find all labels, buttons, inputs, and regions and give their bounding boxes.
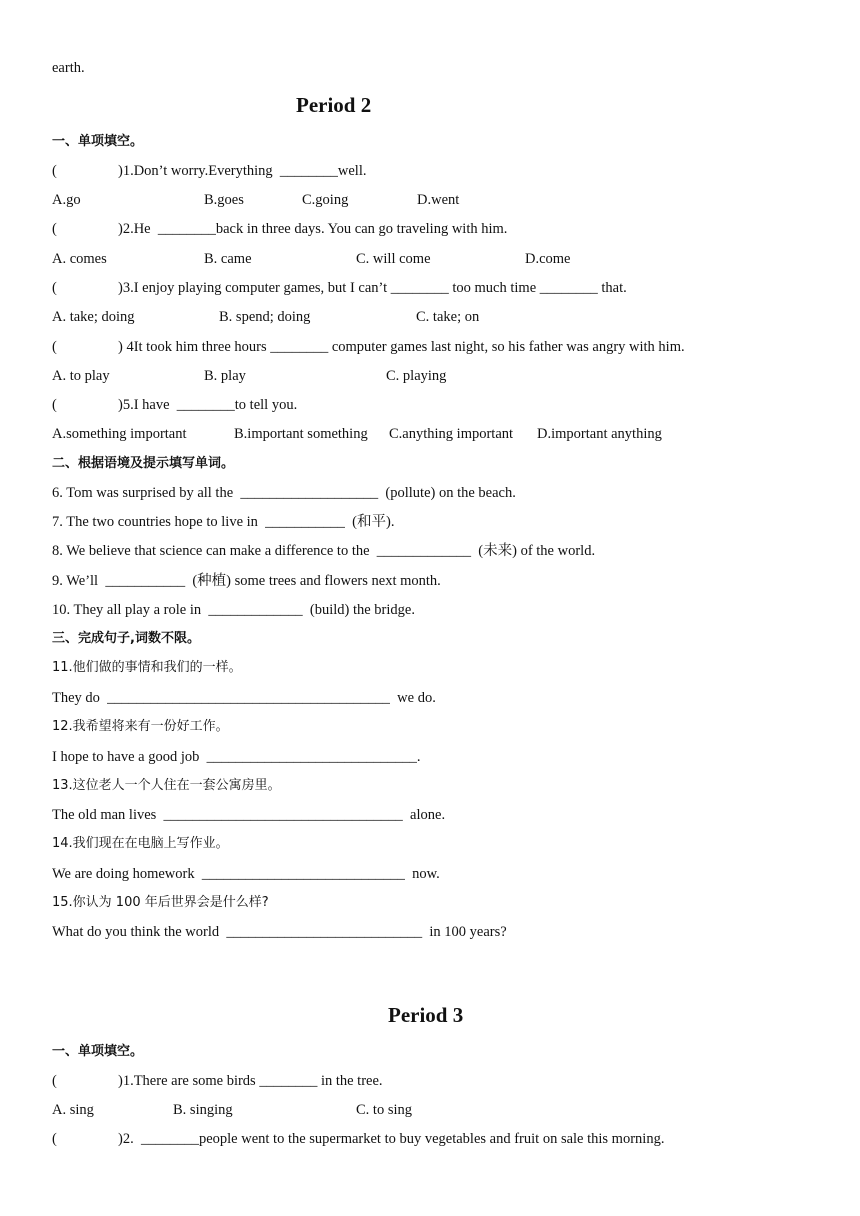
q4-option-a: A. to play xyxy=(52,368,110,384)
sentence-13-chinese: 13.这位老人一个人住在一套公寓房里。 xyxy=(52,778,281,793)
q2-stem: )2.He ________back in three days. You can go traveling with him. xyxy=(118,221,508,237)
q2-paren: ( xyxy=(52,221,57,237)
q1-option-a: A.go xyxy=(52,192,81,208)
fill-item-7: 7. The two countries hope to live in ___________ (和平). xyxy=(52,514,395,530)
sentence-15-english: What do you think the world ___________________________ in 100 years? xyxy=(52,924,507,940)
q3-stem: )3.I enjoy playing computer games, but I can’t ________ too much time ________ that. xyxy=(118,280,627,296)
q3-option-a: A. take; doing xyxy=(52,309,135,325)
q4-paren: ( xyxy=(52,339,57,355)
q1-option-d: D.went xyxy=(417,192,460,208)
p3-q2-stem: )2. ________people went to the supermarket to buy vegetables and fruit on sale this morning. xyxy=(118,1131,665,1147)
fill-item-6: 6. Tom was surprised by all the ___________________ (pollute) on the beach. xyxy=(52,485,516,501)
period2-section2-heading: 二、根据语境及提示填写单词。 xyxy=(52,456,235,471)
q3-option-c: C. take; on xyxy=(416,309,480,325)
p3-q1-option-c: C. to sing xyxy=(356,1102,412,1118)
q4-option-c: C. playing xyxy=(386,368,447,384)
sentence-12-english: I hope to have a good job _____________________________. xyxy=(52,749,421,765)
q1-option-b: B.goes xyxy=(204,192,244,208)
sentence-14-english: We are doing homework ____________________________ now. xyxy=(52,866,440,882)
q4-stem: ) 4It took him three hours ________ computer games last night, so his father was angry with him. xyxy=(118,339,685,355)
p3-q1-option-b: B. singing xyxy=(173,1102,233,1118)
period2-section3-heading: 三、完成句子,词数不限。 xyxy=(52,631,200,646)
p3-q1-paren: ( xyxy=(52,1073,57,1089)
q2-option-b: B. came xyxy=(204,251,252,267)
fill-item-8: 8. We believe that science can make a difference to the _____________ (未来) of the world. xyxy=(52,543,596,559)
fill-item-9: 9. We’ll ___________ (种植) some trees and flowers next month. xyxy=(52,573,441,589)
p3-q1-option-a: A. sing xyxy=(52,1102,94,1118)
q3-option-b: B. spend; doing xyxy=(219,309,311,325)
fill-item-10: 10. They all play a role in _____________ (build) the bridge. xyxy=(52,602,415,618)
p3-q1-stem: )1.There are some birds ________ in the tree. xyxy=(118,1073,383,1089)
q1-option-c: C.going xyxy=(302,192,349,208)
sentence-11-chinese: 11.他们做的事情和我们的一样。 xyxy=(52,660,242,675)
q5-option-c: C.anything important xyxy=(389,426,514,442)
period3-title: Period 3 xyxy=(388,1003,464,1027)
q5-paren: ( xyxy=(52,397,57,413)
q2-option-a: A. comes xyxy=(52,251,107,267)
q1-paren: ( xyxy=(52,163,57,179)
q5-option-b: B.important something xyxy=(234,426,368,442)
period2-section1-heading: 一、单项填空。 xyxy=(52,134,144,149)
q5-option-d: D.important anything xyxy=(537,426,662,442)
period2-title: Period 2 xyxy=(296,93,372,117)
q4-option-b: B. play xyxy=(204,368,246,384)
top-fragment: earth. xyxy=(52,60,85,76)
q5-stem: )5.I have ________to tell you. xyxy=(118,397,298,413)
sentence-12-chinese: 12.我希望将来有一份好工作。 xyxy=(52,719,229,734)
sentence-15-chinese: 15.你认为 100 年后世界会是什么样? xyxy=(52,895,269,910)
q2-option-c: C. will come xyxy=(356,251,431,267)
sentence-11-english: They do _______________________________________ we do. xyxy=(52,690,436,706)
q2-option-d: D.come xyxy=(525,251,571,267)
q1-stem: )1.Don’t worry.Everything ________well. xyxy=(118,163,367,179)
period3-section1-heading: 一、单项填空。 xyxy=(52,1044,144,1059)
sentence-13-english: The old man lives _________________________________ alone. xyxy=(52,807,446,823)
q5-option-a: A.something important xyxy=(52,426,187,442)
p3-q2-paren: ( xyxy=(52,1131,57,1147)
q3-paren: ( xyxy=(52,280,57,296)
sentence-14-chinese: 14.我们现在在电脑上写作业。 xyxy=(52,836,229,851)
